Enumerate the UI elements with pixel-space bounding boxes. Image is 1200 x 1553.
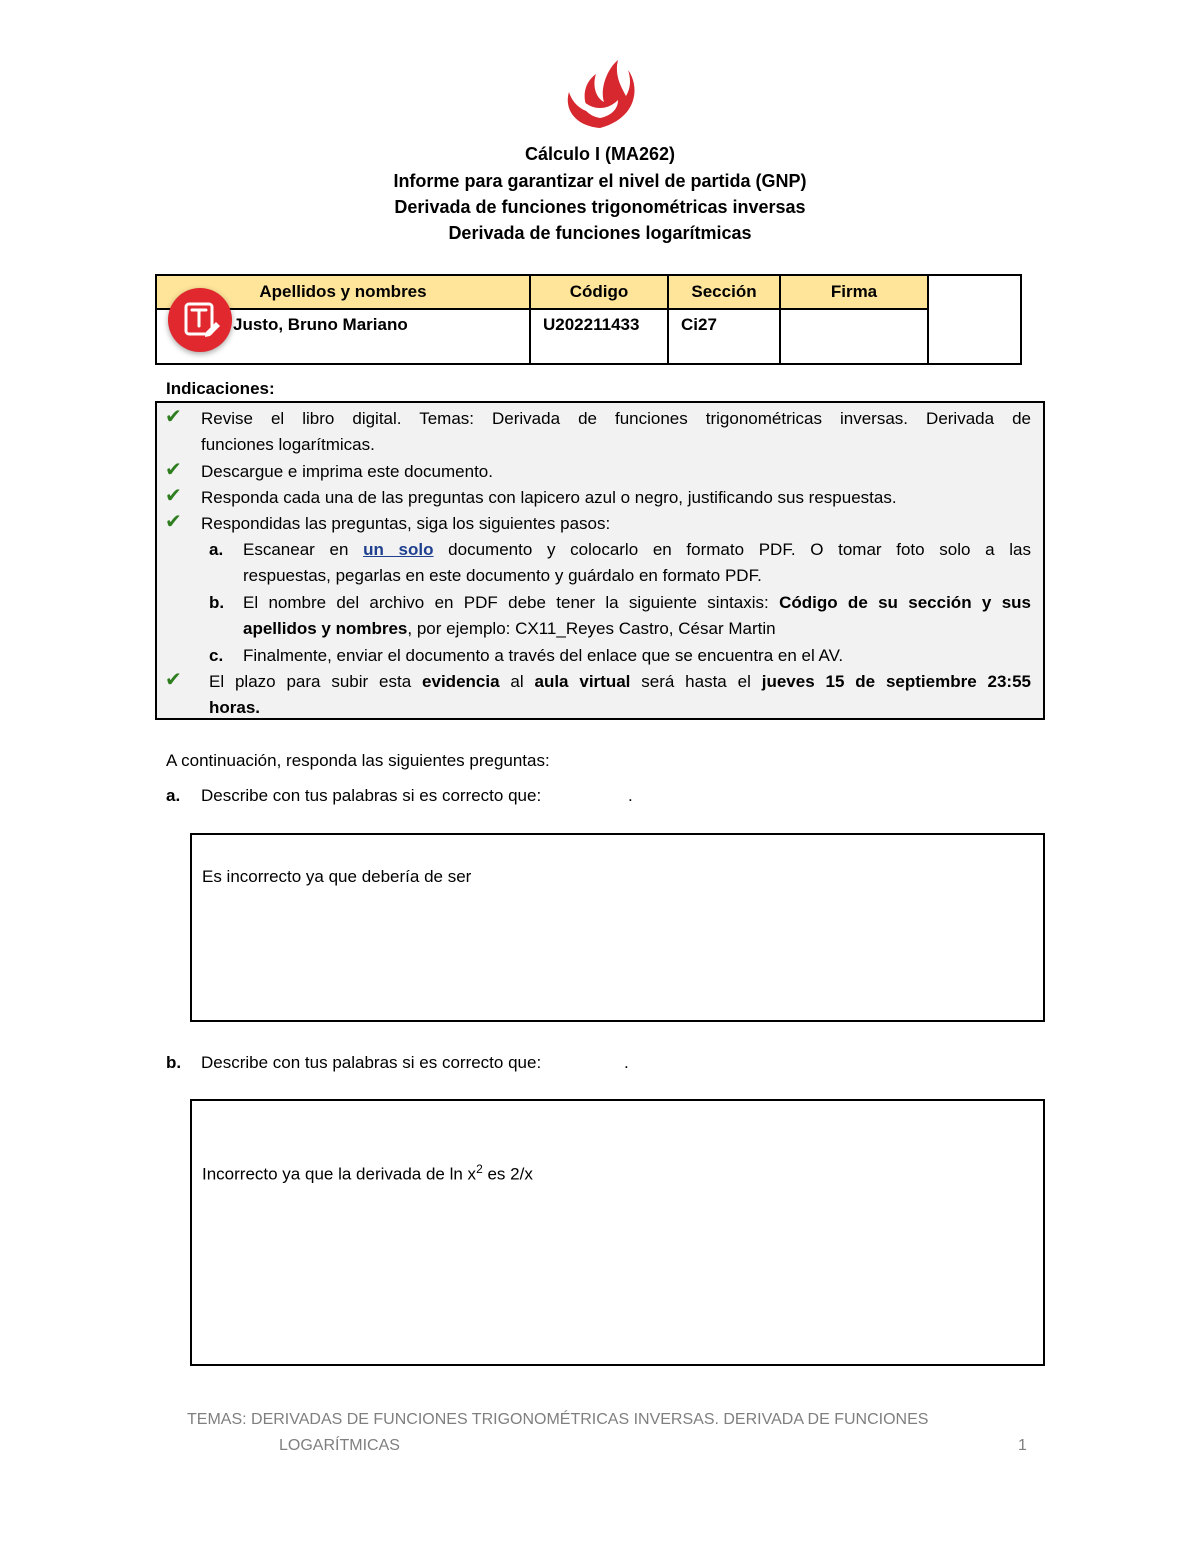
answer-box-b [190,1099,1045,1366]
question-a-letter: a. [166,786,181,805]
university-logo [560,56,640,130]
answer-a-text: Es incorrecto ya que debería de ser [202,867,472,886]
course-title: Cálculo I (MA262) [524,144,676,164]
step-a-line2: respuestas, pegarlas en este documento y guárdalo en formato PDF. [243,566,762,585]
item4-text: Respondidas las preguntas, siga los siguientes pasos: [201,514,611,533]
answer-b-sup: 2 [476,1162,483,1176]
step-a-line1 [243,537,1031,563]
edit-fab-button[interactable] [168,288,232,352]
item5-line2: horas. [209,698,261,717]
header-names: Apellidos y nombres [157,276,531,310]
answer-b-text [202,1156,533,1188]
checkmark-icon: ✔ [165,459,182,481]
item5-b3: jueves 15 de septiembre 23:55 [761,672,1031,691]
footer-topics-line2: LOGARÍTMICAS [279,1437,400,1454]
item5-line1 [209,669,1031,695]
step-a-letter: a. [209,540,224,559]
item5-t2: al [510,672,524,691]
checkmark-icon: ✔ [165,485,182,507]
pen-edit-icon [168,288,232,352]
item3-text: Responda cada una de las preguntas con lapicero azul o negro, justificando sus respuestas. [201,488,897,507]
question-a-end: . [628,786,633,805]
student-info-table [155,274,1022,365]
step-c-text: Finalmente, enviar el documento a través del enlace que se encuentra en el AV. [243,646,844,665]
step-b-line1-pre: El nombre del archivo en PDF debe tener la siguiente sintaxis: [243,593,769,612]
step-a-pre: Escanear en [243,540,349,559]
questions-intro: A continuación, responda las siguientes preguntas: [166,751,550,770]
header-empty [929,276,1020,310]
item5-b2: aula virtual [534,672,631,691]
step-b-letter: b. [209,593,225,612]
step-b-line2-bold: apellidos y nombres [243,619,408,638]
header-signature: Firma [781,276,929,310]
item1-line2: funciones logarítmicas. [201,435,375,454]
question-b-end: . [624,1053,629,1072]
question-a-prompt: Describe con tus palabras si es correcto que: [201,786,542,805]
cell-section: Ci27 [669,310,781,365]
step-b-line2 [243,616,776,642]
step-a-post: documento y colocarlo en formato PDF. O tomar foto solo a las [448,540,1031,559]
item5-t1: El plazo para subir esta [209,672,412,691]
answer-box-a [190,833,1045,1022]
question-b-prompt: Describe con tus palabras si es correcto que: [201,1053,542,1072]
item2-text: Descargue e imprima este documento. [201,462,493,481]
cell-code: U202211433 [531,310,669,365]
un-solo-link[interactable]: un solo [363,540,434,559]
indications-box [155,401,1045,720]
header-code: Código [531,276,669,310]
step-b-line2-post: , por ejemplo: CX11_Reyes Castro, César Martin [407,619,776,638]
student-name: Justo, Bruno Mariano [233,315,408,334]
answer-b-post: es 2/x [482,1164,533,1184]
checkmark-icon: ✔ [165,669,182,691]
report-title: Informe para garantizar el nivel de partida (GNP) [393,171,807,191]
indications-title: Indicaciones: [166,379,275,398]
checkmark-icon: ✔ [165,511,182,533]
footer-topics-line1: TEMAS: DERIVADAS DE FUNCIONES TRIGONOMÉTRICAS INVERSAS. DERIVADA DE FUNCIONES [187,1411,929,1428]
topic-title-1: Derivada de funciones trigonométricas inversas [394,197,806,217]
answer-b-pre: Incorrecto ya que la derivada de ln x [202,1164,477,1184]
checkmark-icon: ✔ [165,406,182,428]
item5-t3: será hasta el [641,672,751,691]
page-number: 1 [1018,1437,1027,1454]
question-b-letter: b. [166,1053,182,1072]
step-b-line1 [243,590,1031,616]
step-b-line1-bold: Código de su sección y sus [779,593,1031,612]
topic-title-2: Derivada de funciones logarítmicas [448,223,752,243]
cell-signature [781,310,929,365]
header-section: Sección [669,276,781,310]
item1-line1: Revise el libro digital. Temas: Derivada de funciones trigonométricas inversas. Derivada de [201,409,1031,428]
step-c-letter: c. [209,646,224,665]
item5-b1: evidencia [422,672,500,691]
